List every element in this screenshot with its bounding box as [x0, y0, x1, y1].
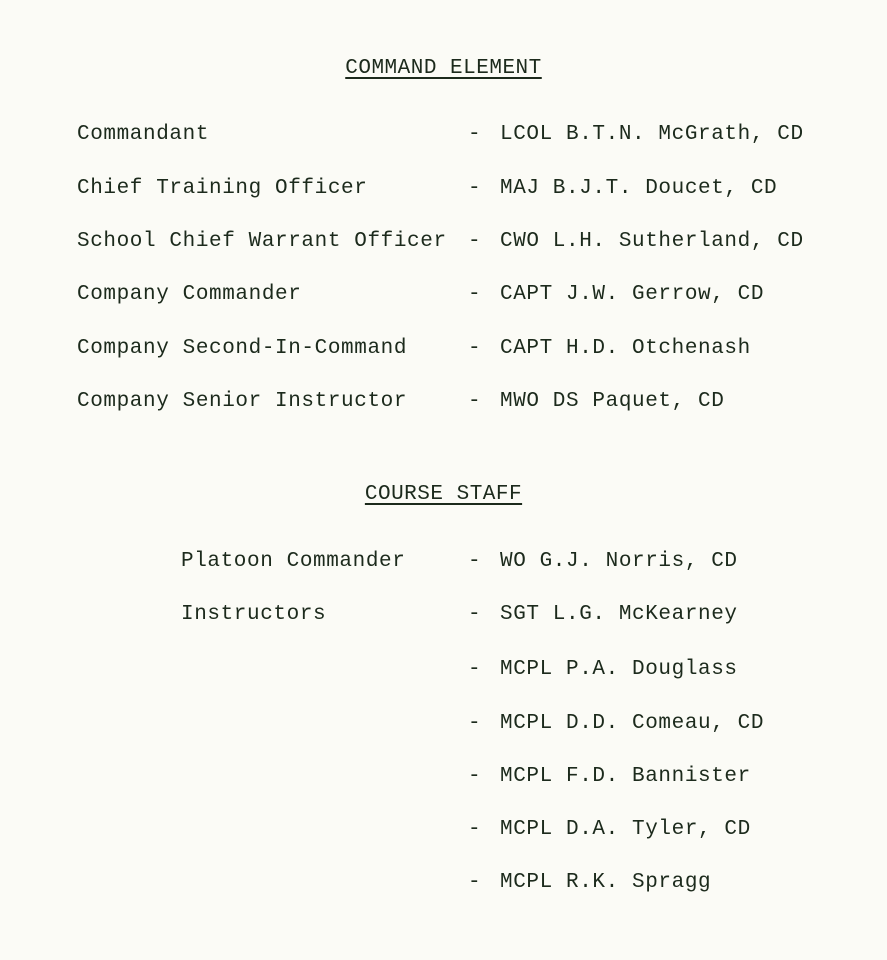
staff-name: MCPL F.D. Bannister	[500, 765, 751, 788]
command-row	[0, 123, 887, 153]
command-element-heading	[0, 57, 887, 80]
staff-row	[0, 603, 887, 633]
role-label: Commandant	[77, 123, 210, 146]
staff-row	[0, 765, 887, 795]
staff-row	[0, 550, 887, 580]
officer-name: CAPT H.D. Otchenash	[500, 337, 751, 360]
command-row	[0, 177, 887, 207]
separator-dash: -	[468, 603, 482, 626]
officer-name: MAJ B.J.T. Doucet, CD	[500, 177, 778, 200]
staff-name: MCPL D.D. Comeau, CD	[500, 712, 765, 735]
command-row	[0, 283, 887, 313]
role-label: Company Second-In-Command	[77, 337, 408, 360]
staff-row	[0, 712, 887, 742]
role-label: Company Senior Instructor	[77, 390, 408, 413]
command-row	[0, 230, 887, 260]
staff-name: MCPL D.A. Tyler, CD	[500, 818, 751, 841]
staff-name: WO G.J. Norris, CD	[500, 550, 738, 573]
separator-dash: -	[468, 658, 482, 681]
officer-name: LCOL B.T.N. McGrath, CD	[500, 123, 804, 146]
staff-row	[0, 818, 887, 848]
role-label: Instructors	[181, 603, 327, 626]
separator-dash: -	[468, 337, 482, 360]
role-label: Chief Training Officer	[77, 177, 368, 200]
command-row	[0, 337, 887, 367]
separator-dash: -	[468, 712, 482, 735]
staff-name: MCPL R.K. Spragg	[500, 871, 712, 894]
separator-dash: -	[468, 818, 482, 841]
role-label: School Chief Warrant Officer	[77, 230, 447, 253]
separator-dash: -	[468, 283, 482, 306]
course-staff-heading	[0, 483, 887, 506]
separator-dash: -	[468, 230, 482, 253]
officer-name: CWO L.H. Sutherland, CD	[500, 230, 804, 253]
course-staff-heading-text: COURSE STAFF	[364, 483, 523, 506]
staff-name: SGT L.G. McKearney	[500, 603, 738, 626]
staff-row	[0, 871, 887, 901]
separator-dash: -	[468, 550, 482, 573]
command-element-heading-text: COMMAND ELEMENT	[345, 57, 542, 80]
staff-name: MCPL P.A. Douglass	[500, 658, 738, 681]
separator-dash: -	[468, 177, 482, 200]
separator-dash: -	[468, 765, 482, 788]
staff-row	[0, 658, 887, 688]
role-label: Platoon Commander	[181, 550, 406, 573]
separator-dash: -	[468, 390, 482, 413]
command-row	[0, 390, 887, 420]
separator-dash: -	[468, 871, 482, 894]
officer-name: CAPT J.W. Gerrow, CD	[500, 283, 765, 306]
officer-name: MWO DS Paquet, CD	[500, 390, 725, 413]
separator-dash: -	[468, 123, 482, 146]
role-label: Company Commander	[77, 283, 302, 306]
